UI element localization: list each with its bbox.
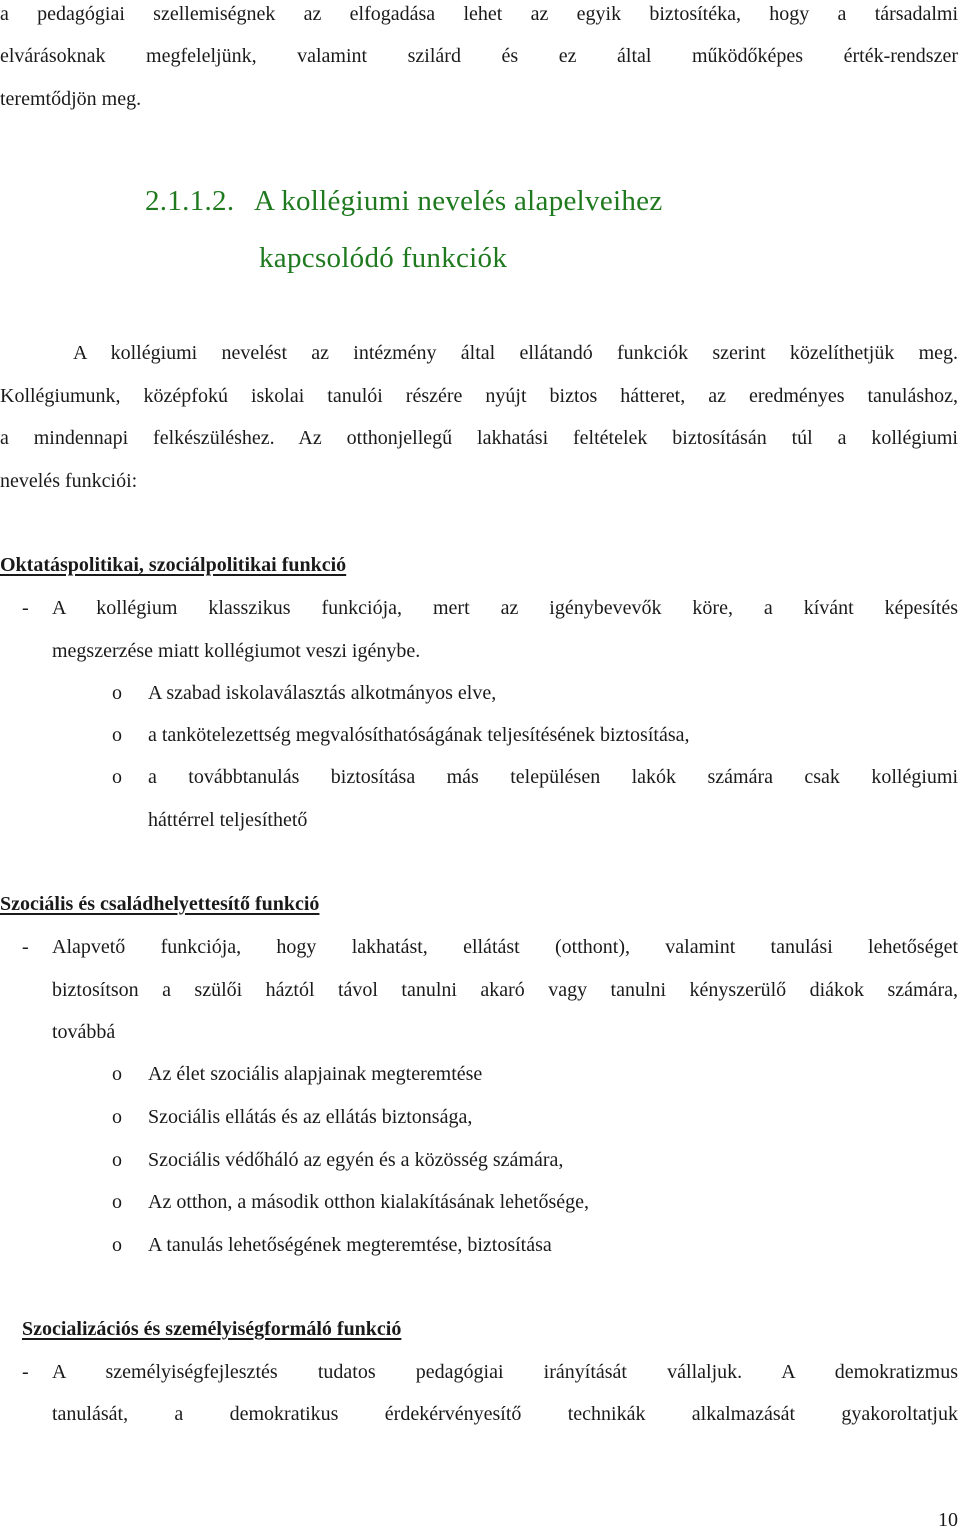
bullet-marker: o [112, 682, 122, 704]
section-heading-number: 2.1.1.2. [145, 185, 235, 217]
section-title-socialization: Szocializációs és személyiségformáló funkció [22, 1318, 402, 1340]
section1-text-line-1: A kollégium klasszikus funkciója, mert az igénybevevők köre, a kívánt képesítés [52, 597, 958, 619]
section1-bullet-3: a továbbtanulás biztosítása más településen lakók számára csak kollégiumi [148, 766, 958, 788]
paragraph-line-2: Kollégiumunk, középfokú iskolai tanulói részére nyújt biztos hátteret, az eredményes tanuláshoz, [0, 385, 958, 407]
bullet-marker: o [112, 1149, 122, 1171]
section2-bullet-1: Az élet szociális alapjainak megteremtése [148, 1063, 483, 1085]
section3-text-line-2: tanulását, a demokratikus érdekérvényesítő technikák alkalmazását gyakoroltatjuk [52, 1403, 958, 1425]
bullet-marker: o [112, 1063, 122, 1085]
section-heading-line-1: A kollégiumi nevelés alapelveihez [254, 185, 663, 217]
section-heading-line-2: kapcsolódó funkciók [259, 242, 508, 274]
section1-bullet-3-continued: háttérrel teljesíthető [148, 809, 308, 831]
intro-line-1: a pedagógiai szellemiségnek az elfogadása lehet az egyik biztosítéka, hogy a társadalmi [0, 3, 958, 25]
bullet-marker: o [112, 1191, 122, 1213]
section1-bullet-2: a tankötelezettség megvalósíthatóságának teljesítésének biztosítása, [148, 724, 690, 746]
bullet-marker: o [112, 724, 122, 746]
section2-text-line-2: biztosítson a szülői háztól távol tanulni akaró vagy tanulni kényszerülő diákok számára, [52, 979, 958, 1001]
section2-bullet-5: A tanulás lehetőségének megteremtése, biztosítása [148, 1234, 552, 1256]
section2-bullet-3: Szociális védőháló az egyén és a közösség számára, [148, 1149, 564, 1171]
page-number: 10 [938, 1509, 958, 1531]
section2-bullet-4: Az otthon, a második otthon kialakításának lehetősége, [148, 1191, 589, 1213]
bullet-marker: o [112, 1234, 122, 1256]
section2-text-line-1: Alapvető funkciója, hogy lakhatást, ellátást (otthont), valamint tanulási lehetőséget [52, 936, 958, 958]
intro-line-2: elvárásoknak megfeleljünk, valamint szilárd és ez által működőképes érték-rendszer [0, 45, 958, 67]
dash-marker: - [22, 597, 29, 619]
section3-text-line-1: A személyiségfejlesztés tudatos pedagógiai irányítását vállaljuk. A demokratizmus [52, 1361, 958, 1383]
section2-text-line-3: továbbá [52, 1021, 116, 1043]
paragraph-line-1: A kollégiumi nevelést az intézmény által ellátandó funkciók szerint közelíthetjük meg. [73, 342, 958, 364]
section1-text-line-2: megszerzése miatt kollégiumot veszi igénybe. [52, 640, 421, 662]
section2-bullet-2: Szociális ellátás és az ellátás biztonsága, [148, 1106, 473, 1128]
section-title-education-policy: Oktatáspolitikai, szociálpolitikai funkció [0, 554, 347, 576]
section1-bullet-1: A szabad iskolaválasztás alkotmányos elve, [148, 682, 497, 704]
bullet-marker: o [112, 766, 122, 788]
paragraph-line-3: a mindennapi felkészüléshez. Az otthonjellegű lakhatási feltételek biztosításán túl a kollégiumi [0, 427, 958, 449]
bullet-marker: o [112, 1106, 122, 1128]
section-title-social-family: Szociális és családhelyettesítő funkció [0, 893, 320, 915]
dash-marker: - [22, 936, 29, 958]
dash-marker: - [22, 1361, 29, 1383]
paragraph-line-4: nevelés funkciói: [0, 470, 138, 492]
intro-line-3: teremtődjön meg. [0, 88, 142, 110]
